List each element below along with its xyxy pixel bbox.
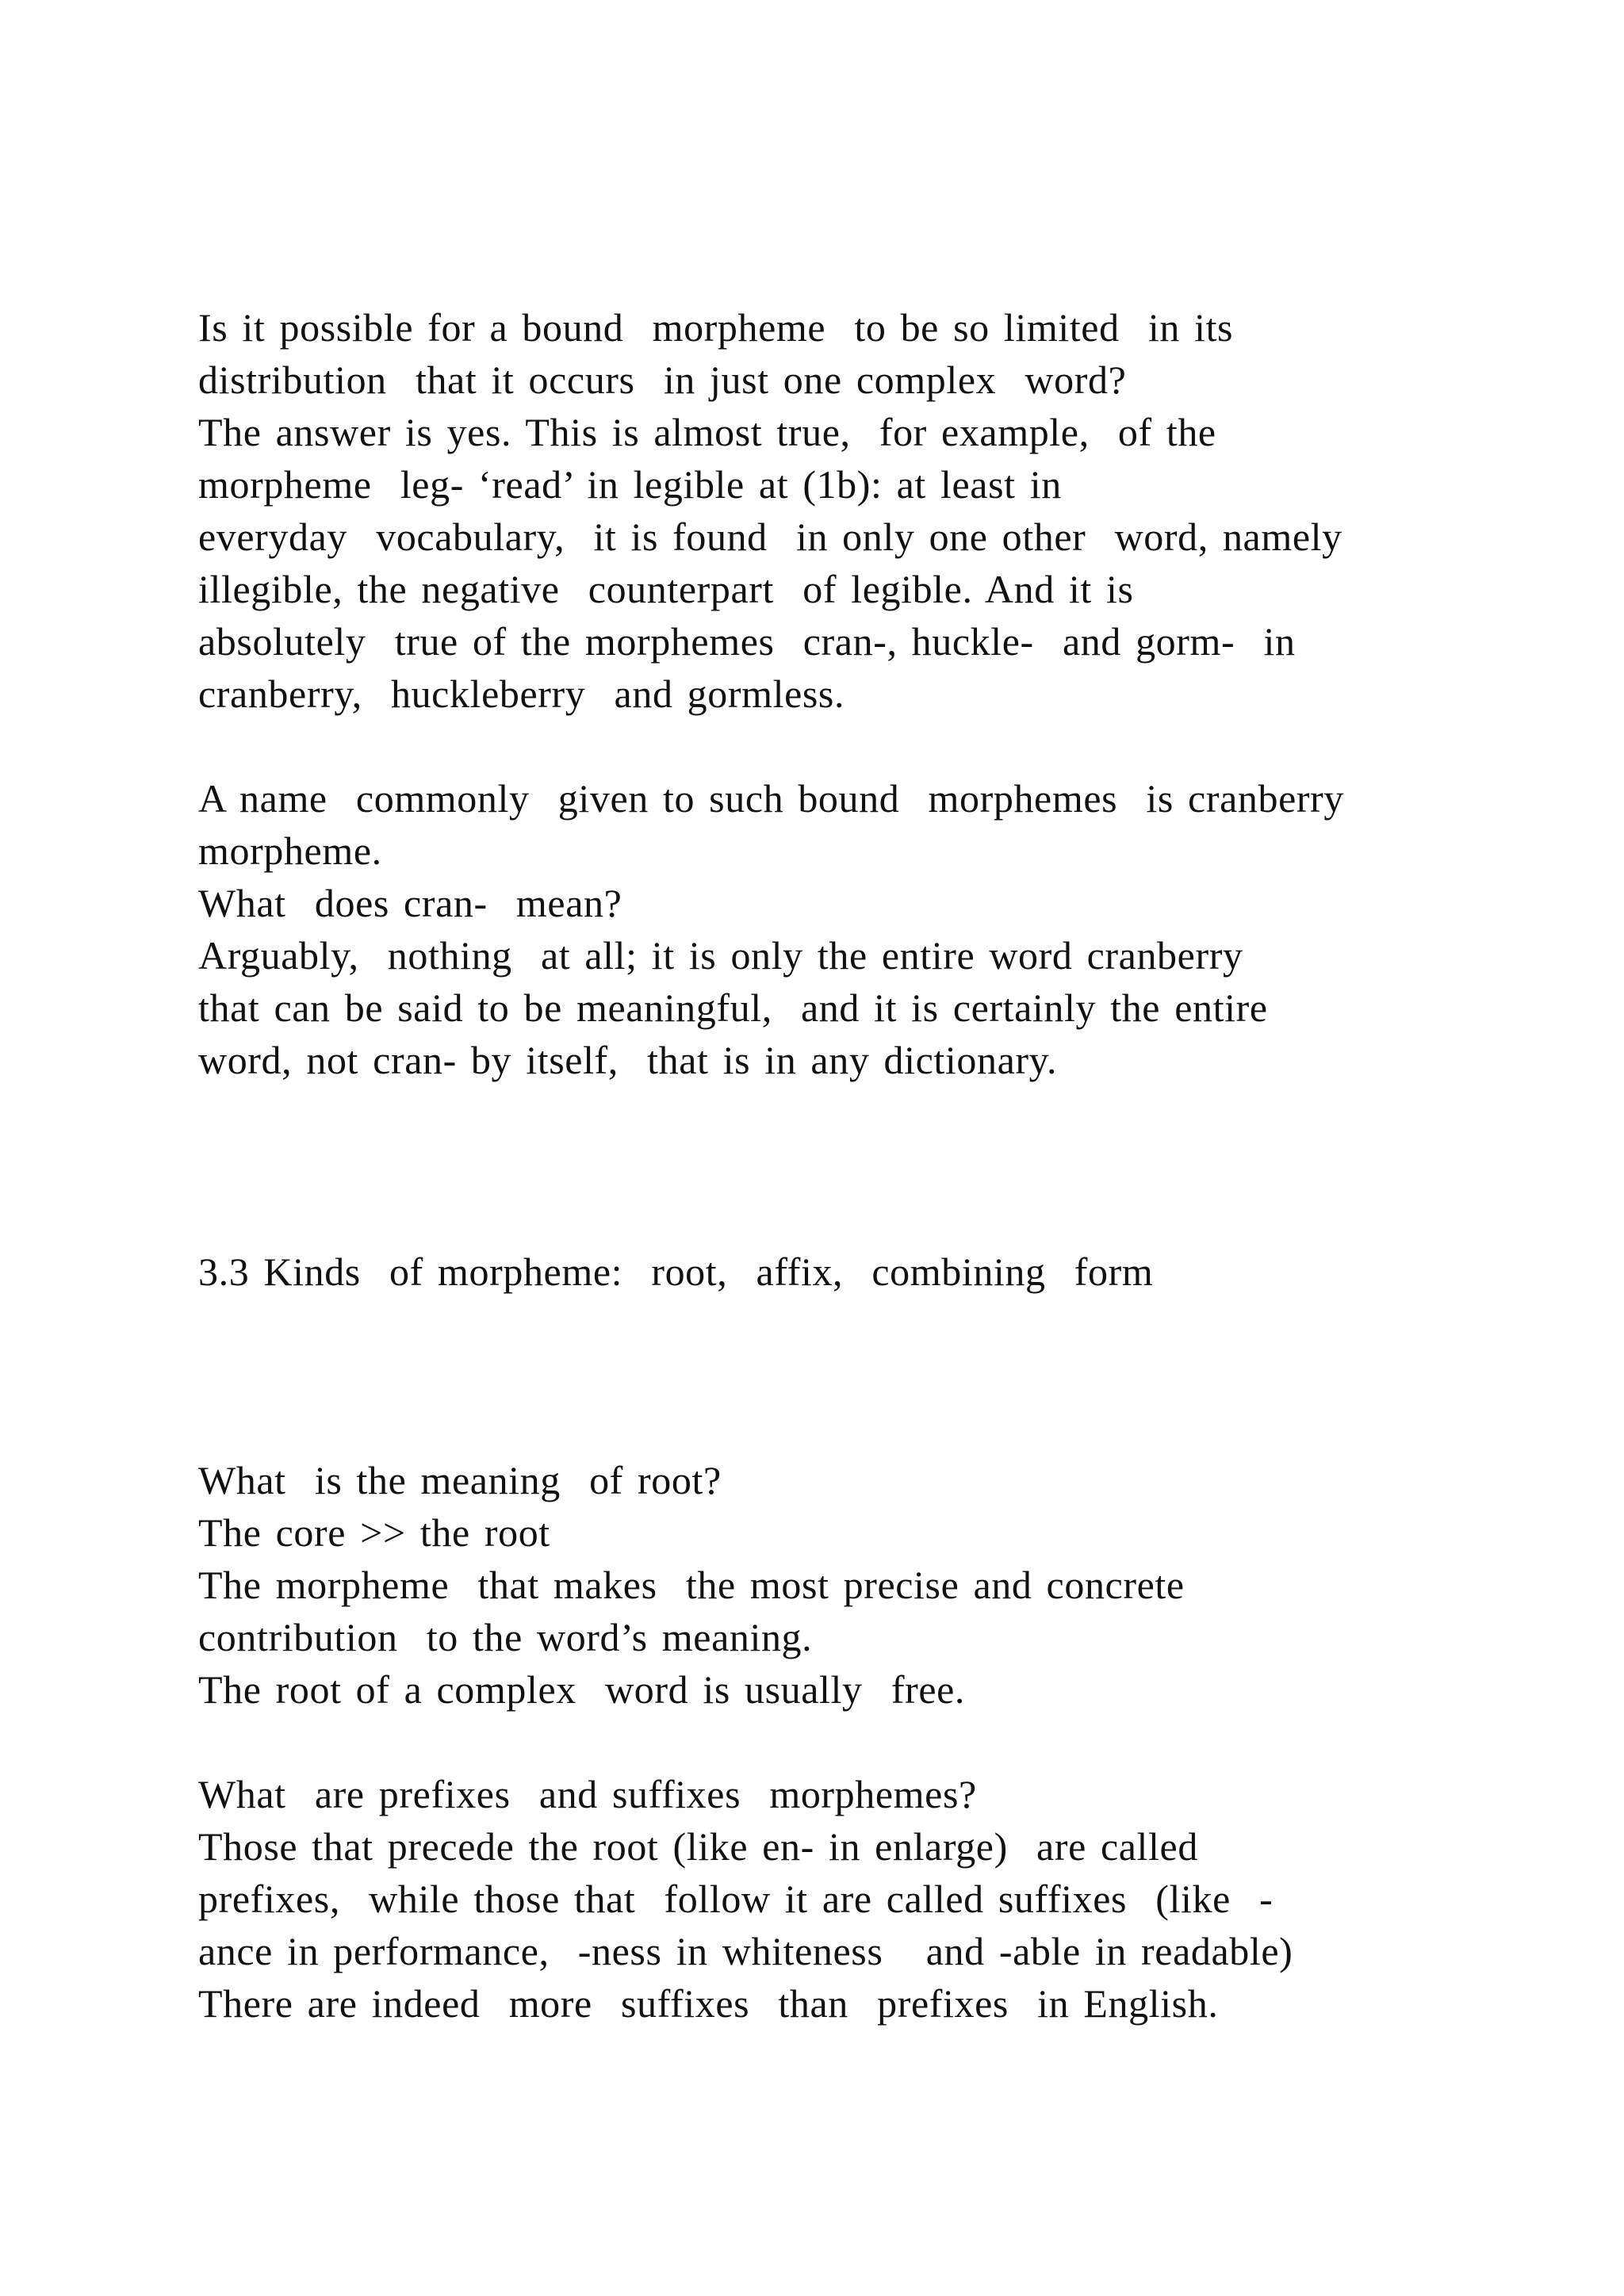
section-heading: 3.3 Kinds of morpheme: root, affix, combining form [198, 1249, 1154, 1294]
paragraph-line: that can be said to be meaningful, and it is certainly the entire [198, 985, 1268, 1030]
paragraph-line: Is it possible for a bound morpheme to be so limited in its [198, 305, 1234, 350]
paragraph-line: Those that precede the root (like en- in enlarge) are called [198, 1824, 1198, 1869]
paragraph-line: prefixes, while those that follow it are called suffixes (like - [198, 1877, 1274, 1921]
paragraph-line: There are indeed more suffixes than prefixes in English. [198, 1981, 1219, 2026]
paragraph-line: What is the meaning of root? [198, 1458, 722, 1502]
paragraph-line: contribution to the word’s meaning. [198, 1615, 813, 1659]
paragraph-line: cranberry, huckleberry and gormless. [198, 672, 845, 716]
paragraph-line: What are prefixes and suffixes morphemes? [198, 1772, 977, 1816]
paragraph-line: word, not cran- by itself, that is in any dictionary. [198, 1038, 1058, 1082]
paragraph-line: A name commonly given to such bound morphemes is cranberry [198, 776, 1344, 821]
paragraph-line: absolutely true of the morphemes cran-, huckle- and gorm- in [198, 619, 1296, 664]
paragraph-line: distribution that it occurs in just one complex word? [198, 358, 1127, 402]
paragraph-line: ance in performance, -ness in whiteness and -able in readable) [198, 1929, 1293, 1973]
paragraph-line: The answer is yes. This is almost true, for example, of the [198, 410, 1216, 454]
paragraph-line: everyday vocabulary, it is found in only one other word, namely [198, 515, 1342, 559]
paragraph-line: The core >> the root [198, 1510, 550, 1555]
paragraph-line: morpheme leg- ‘read’ in legible at (1b): at least in [198, 462, 1062, 507]
paragraph-line: The root of a complex word is usually free. [198, 1667, 966, 1712]
paragraph-line: The morpheme that makes the most precise and concrete [198, 1563, 1185, 1607]
paragraph-line: illegible, the negative counterpart of legible. And it is [198, 567, 1134, 611]
paragraph-line: What does cran- mean? [198, 881, 622, 925]
paragraph-line: Arguably, nothing at all; it is only the entire word cranberry [198, 933, 1243, 978]
paragraph-line: morpheme. [198, 828, 382, 873]
